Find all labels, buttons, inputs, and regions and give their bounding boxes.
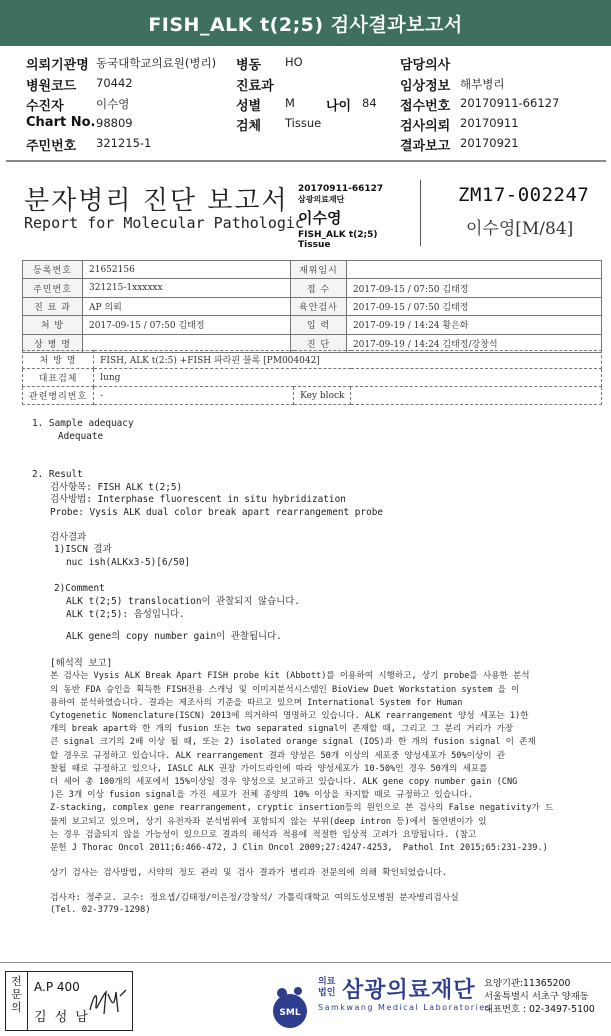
chart-value: 98809 <box>96 116 133 130</box>
age-label: 나이 <box>326 99 352 114</box>
brand-prefix-line: 법인 <box>318 988 336 998</box>
report-value: 20170921 <box>460 136 519 150</box>
report-ko-title: 분자병리 진단 보고서 <box>24 186 289 216</box>
table-cell: 2017-09-15 / 07:50 김태정 <box>346 297 601 315</box>
address-line: 대표번호 : 02-3497-5100 <box>484 1004 595 1015</box>
table-cell: 진 단 <box>290 334 346 352</box>
table-cell: 21652156 <box>83 261 291 279</box>
table-cell: 상 병 명 <box>23 334 83 352</box>
report-org: 삼광의료재단 <box>298 195 345 204</box>
table-cell: - <box>94 387 294 405</box>
id-value: 321215-1 <box>96 136 152 150</box>
lab-address <box>484 977 595 1016</box>
hospital-code-label: 병원코드 <box>26 79 77 94</box>
table-cell: 진 료 과 <box>23 297 83 315</box>
stamp-doctor-name: 김 성 남 <box>34 1010 90 1025</box>
brand-name: 삼광의료재단 <box>342 978 476 1003</box>
registration-table <box>22 260 602 353</box>
interpretation-line: 찰될 때로 규정하고 있으나, IASLC ALK 권장 가이드라인에 따라 양성세포가 10-50%인 경우 50개의 세포를 <box>50 763 488 774</box>
table-cell: 육안검사 <box>290 297 346 315</box>
table-cell: 2017-09-15 / 07:50 김태정 <box>346 279 601 297</box>
section-title: 1. Sample adequacy <box>32 418 134 429</box>
specimen-label: 검체 <box>236 119 262 134</box>
stamp-char: 문 <box>11 988 22 1001</box>
table-cell: 재위임시 <box>290 261 346 279</box>
interpretation-line: 문헌 J Thorac Oncol 2011;6:466-472, J Clin Oncol 2009;27:4247-4253, Pathol Int 2015;65:231-239.) <box>50 842 548 853</box>
request-value: 20170911 <box>460 116 519 130</box>
ward-label: 병동 <box>236 58 262 73</box>
disclaimer: 상기 검사는 검사방법, 시약의 정도 관리 및 검사 결과가 병리과 전문의에 의해 확인되었습니다. <box>50 868 448 879</box>
address-line: 서울특별시 서초구 양재동 <box>484 991 589 1002</box>
pathologist-stamp <box>5 971 133 1031</box>
sml-logo-icon <box>268 985 312 1029</box>
test-method: 검사방법: Interphase fluorescent in situ hybridization <box>50 494 346 506</box>
institution-label: 의뢰기관명 <box>26 58 89 73</box>
brand-name-en: Samkwang Medical Laboratories <box>318 1003 492 1012</box>
table-row <box>23 316 602 334</box>
table-cell: 2017-09-19 / 14:24 김태정/강창석 <box>346 334 601 352</box>
report-body <box>32 418 602 917</box>
report-acc-no: 20170911-66127 <box>298 184 384 194</box>
report-specimen: Tissue <box>298 240 331 250</box>
table-cell <box>351 387 602 405</box>
table-cell: FISH, ALK t(2:5) +FISH 파라핀 블록 [PM004042] <box>94 351 602 369</box>
table-cell: 대표검체 <box>23 369 94 387</box>
interpretation-line: 의 동반 FDA 승인을 획득한 FISH전용 스캐닝 및 이미지분석시스템인 BioView Duet Workstation system 을 이 <box>50 684 520 695</box>
test-item: 검사항목: FISH ALK t(2;5) <box>50 481 183 493</box>
stamp-license: A.P 400 <box>34 980 80 994</box>
order-table <box>22 350 602 405</box>
staff-line: 검사자: 정주교. 교수: 정요셉/김태정/이은정/강창석/ 가톨릭대학교 여의도성모병원 분자병리검사실 <box>50 892 459 903</box>
footer <box>0 962 611 1036</box>
dept-label: 진료과 <box>236 79 274 94</box>
patient-value: 이수영 <box>96 97 130 111</box>
interpretation-line: 큰 signal 크기의 2배 이상 될 때, 또는 2) isolated orange signal (IOS)과 한 개의 fusion signal 이 존재 <box>50 737 536 748</box>
chart-label: Chart No. <box>26 115 96 130</box>
address-line: 요양기관:11365200 <box>484 978 571 989</box>
table-cell: 관련병리번호 <box>23 387 94 405</box>
doctor-label: 담당의사 <box>400 58 451 73</box>
brand-prefix-line: 의료 <box>318 977 336 987</box>
interpretation-line: 는 경우 검출되지 않을 가능성이 있으므로 결과의 해석과 적용에 적절한 임상적 고려가 요망됩니다. (참고 <box>50 829 477 840</box>
hospital-code-value: 70442 <box>96 76 133 90</box>
report-test: FISH_ALK t(2;5) <box>298 230 378 240</box>
table-row <box>23 279 602 297</box>
report-en-title: Report for Molecular Pathologic <box>24 214 304 232</box>
table-cell: lung <box>94 369 602 387</box>
interpretation-title: [해석적 보고] <box>50 657 113 669</box>
table-row <box>23 297 602 315</box>
comment-line: ALK t(2;5) translocation이 관찰되지 않습니다. <box>66 595 300 607</box>
sex-label: 성별 <box>236 99 262 114</box>
stamp-char: 전 <box>11 975 22 988</box>
specimen-value: Tissue <box>285 116 322 130</box>
page-title: FISH_ALK t(2;5) 검사결과보고서 <box>0 0 611 46</box>
table-cell: 등록번호 <box>23 261 83 279</box>
table-cell: 321215-1xxxxxx <box>83 279 291 297</box>
interpretation-line: 용하여 분석하였습니다. 결과는 제조사의 기준을 따르고 있으며 International System for Human <box>50 697 463 708</box>
report-code: ZM17-002247 <box>458 184 590 206</box>
accession-value: 20170911-66127 <box>460 96 560 110</box>
ward-value: HO <box>285 55 303 69</box>
age-value: 84 <box>362 96 377 110</box>
signature-icon <box>86 986 130 1020</box>
patient-info-panel <box>0 50 611 154</box>
patient-label: 수진자 <box>26 99 64 114</box>
id-label: 주민번호 <box>26 139 77 154</box>
report-label: 결과보고 <box>400 139 451 154</box>
table-cell: 처 방 <box>23 316 83 334</box>
table-row <box>23 369 602 387</box>
result-title: 검사결과 <box>50 531 87 543</box>
request-label: 검사의뢰 <box>400 119 451 134</box>
table-cell: 입 력 <box>290 316 346 334</box>
table-cell: 접 수 <box>290 279 346 297</box>
clinical-info-label: 임상정보 <box>400 79 451 94</box>
section-title: 2. Result <box>32 469 83 481</box>
table-row <box>23 261 602 279</box>
tel-line: (Tel. 02-3779-1298) <box>50 905 151 916</box>
comment-line: ALK gene의 copy number gain이 관찰됩니다. <box>66 631 282 643</box>
interpretation-line: 개의 break apart와 한 개의 fusion 또는 two separated signal이 존재할 때, 그리고 그 분리 거리가 가장 <box>50 724 514 735</box>
comment-title: 2)Comment <box>54 583 105 595</box>
table-cell: 2017-09-15 / 07:50 김태정 <box>83 316 291 334</box>
table-cell: 2017-09-19 / 14:24 황은화 <box>346 316 601 334</box>
table-cell: Key block <box>294 387 351 405</box>
iscn-value: nuc ish(ALKx3-5)[6/50] <box>66 556 191 568</box>
sex-value: M <box>285 96 295 110</box>
report-patient-name: 이수영 <box>298 209 342 227</box>
scanned-report <box>6 160 606 960</box>
interpretation-line: 물게 보고되고 있으며, 상기 유전자좌 분석범위에 포함되지 않는 부위(deep intron 등)에서 돌연변이가 있 <box>50 816 487 827</box>
iscn-title: 1)ISCN 결과 <box>54 544 112 556</box>
table-row <box>23 351 602 369</box>
interpretation-line: Z-stacking, complex gene rearrangement, cryptic insertion등의 원인으로 본 검사의 False negativity가 드 <box>50 803 554 814</box>
table-cell: 주민번호 <box>23 279 83 297</box>
brand-prefix <box>318 977 335 999</box>
interpretation-line: )은 3개 이상 fusion signal을 가진 세포가 전체 종양의 10% 이상을 차지할 때로 규정하고 있습니다. <box>50 790 473 801</box>
interpretation-line: 본 검사는 Vysis ALK Break Apart FISH probe kit (Abbott)를 이용하여 시행하고, 상기 probe를 사용한 분석 <box>50 671 530 682</box>
table-cell: 처 방 명 <box>23 351 94 369</box>
comment-line: ALK t(2;5): 음성입니다. <box>66 608 185 620</box>
logo-text: SML <box>279 1008 301 1018</box>
test-probe: Probe: Vysis ALK dual color break apart rearrangement probe <box>50 506 384 518</box>
table-row <box>23 387 602 405</box>
accession-label: 접수번호 <box>400 99 451 114</box>
interpretation-text <box>50 670 602 855</box>
report-header-block <box>298 184 383 250</box>
interpretation-line: 할 경우로 규정하고 있습니다. ALK rearrangement 결과 양성은 50개 이상의 세포중 양성세포가 50%이상이 관 <box>50 750 506 761</box>
header-divider <box>420 180 421 246</box>
interpretation-line: 더 세어 총 100개의 세포에서 15%이상일 경우 양성으로 보고하고 있습니다. ALK gene copy number gain (CNG <box>50 776 518 787</box>
report-patient-tag: 이수영[M/84] <box>466 219 574 239</box>
stamp-side-label <box>6 972 28 1030</box>
interpretation-line: Cytogenetic Nomenclature(ISCN) 2013에 의거하여 명명하고 있습니다. ALK rearrangement 양성 세포는 1)한 <box>50 710 529 721</box>
stamp-char: 의 <box>11 1001 22 1014</box>
table-cell: AP 의뢰 <box>83 297 291 315</box>
table-cell <box>346 261 601 279</box>
institution-value: 동국대학교의료원(병리) <box>96 56 217 70</box>
clinical-info-value: 해부병리 <box>460 77 505 91</box>
adequacy-value: Adequate <box>58 430 104 442</box>
